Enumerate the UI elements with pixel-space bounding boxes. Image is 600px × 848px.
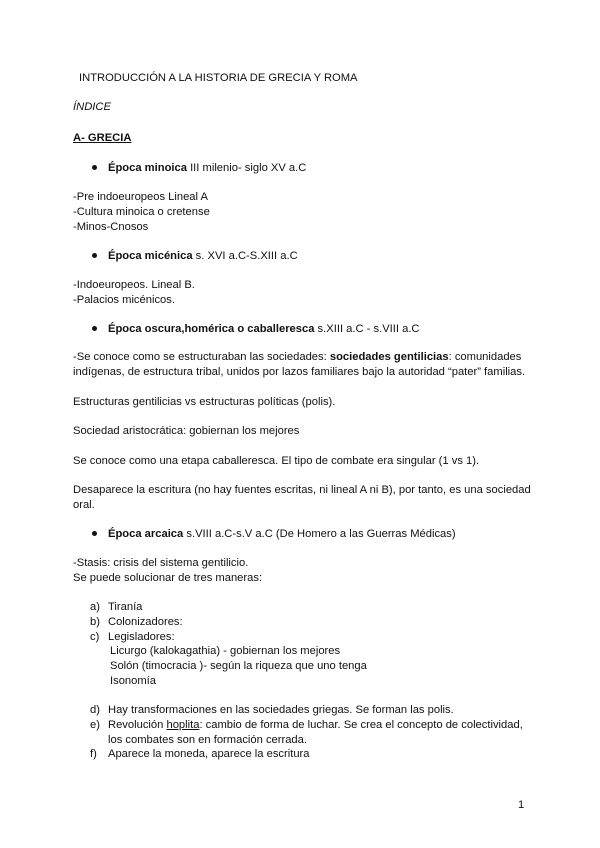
document-title: INTRODUCCIÓN A LA HISTORIA DE GRECIA Y ROMA xyxy=(79,72,358,84)
minoica-name: Época minoica xyxy=(108,162,187,174)
list-text: Revolución xyxy=(108,719,167,731)
oscura-paragraph-5-cont: oral. xyxy=(73,499,95,511)
arcaica-heading xyxy=(108,527,456,541)
oscura-heading xyxy=(108,322,420,336)
arcaica-paragraph-2: Se puede solucionar de tres maneras: xyxy=(73,572,263,584)
list-item: Aparece la moneda, aparece la escritura xyxy=(108,748,310,760)
minoica-heading xyxy=(108,161,306,175)
micenica-point: -Palacios micénicos. xyxy=(73,294,175,306)
oscura-paragraph-2: Estructuras gentilicias vs estructuras políticas (polis). xyxy=(73,396,336,408)
minoica-point: -Cultura minoica o cretense xyxy=(73,206,210,218)
list-item: Tiranía xyxy=(108,601,143,613)
list-item: Hay transformaciones en las sociedades griegas. Se forman las polis. xyxy=(108,704,454,716)
arcaica-dates: s.VIII a.C-s.V a.C (De Homero a las Guerras Médicas) xyxy=(183,528,456,540)
list-text: : cambio de forma de luchar. Se crea el concepto de colectividad, xyxy=(199,719,523,731)
micenica-dates: s. XVI a.C-S.XIII a.C xyxy=(192,250,298,262)
arcaica-name: Época arcaica xyxy=(108,528,184,540)
index-heading: ÍNDICE xyxy=(73,101,111,113)
list-marker: f) xyxy=(90,748,97,760)
minoica-dates: III milenio- siglo XV a.C xyxy=(186,162,307,174)
micenica-name: Época micénica xyxy=(108,250,193,262)
list-subitem: Solón (timocracia )- según la riqueza que uno tenga xyxy=(110,660,367,672)
oscura-dates: s.XIII a.C - s.VIII a.C xyxy=(314,323,420,335)
oscura-paragraph-4: Se conoce como una etapa caballeresca. El tipo de combate era singular (1 vs 1). xyxy=(73,455,480,467)
bullet-icon xyxy=(92,253,97,258)
oscura-paragraph-1-cont: indígenas, de estructura tribal, unidos por lazos familiares bajo la autoridad “pater” familias. xyxy=(73,366,526,378)
oscura-paragraph-3: Sociedad aristocrática: gobiernan los mejores xyxy=(73,425,300,437)
list-marker: e) xyxy=(90,719,100,731)
oscura-paragraph-5: Desaparece la escritura (no hay fuentes escritas, ni lineal A ni B), por tanto, es una sociedad xyxy=(73,484,531,496)
bullet-icon xyxy=(92,326,97,331)
micenica-point: -Indoeuropeos. Lineal B. xyxy=(73,279,195,291)
list-item xyxy=(108,718,523,732)
micenica-heading xyxy=(108,249,298,263)
oscura-name: Época oscura,homérica o caballeresca xyxy=(108,323,315,335)
hoplita-term: hoplita xyxy=(166,719,200,731)
list-item-cont: los combates son en formación cerrada. xyxy=(108,734,307,746)
oscura-text: : comunidades xyxy=(448,351,522,363)
page-number: 1 xyxy=(518,799,525,811)
minoica-point: -Minos-Cnosos xyxy=(73,221,149,233)
minoica-point: -Pre indoeuropeos Lineal A xyxy=(73,191,208,203)
arcaica-paragraph-1: -Stasis: crisis del sistema gentilicio. xyxy=(73,557,249,569)
bullet-icon xyxy=(92,165,97,170)
oscura-paragraph-1 xyxy=(73,350,521,364)
list-subitem: Isonomía xyxy=(110,675,157,687)
list-marker: a) xyxy=(90,601,100,613)
list-subitem: Licurgo (kalokagathia) - gobiernan los mejores xyxy=(110,645,341,657)
oscura-term: sociedades gentilicias xyxy=(329,351,449,363)
list-marker: c) xyxy=(90,631,100,643)
list-marker: b) xyxy=(90,616,100,628)
section-a-heading: A- GRECIA xyxy=(73,132,132,144)
list-marker: d) xyxy=(90,704,100,716)
bullet-icon xyxy=(92,531,97,536)
oscura-text: -Se conoce como se estructuraban las sociedades: xyxy=(73,351,330,363)
list-item: Legisladores: xyxy=(108,631,175,643)
list-item: Colonizadores: xyxy=(108,616,183,628)
